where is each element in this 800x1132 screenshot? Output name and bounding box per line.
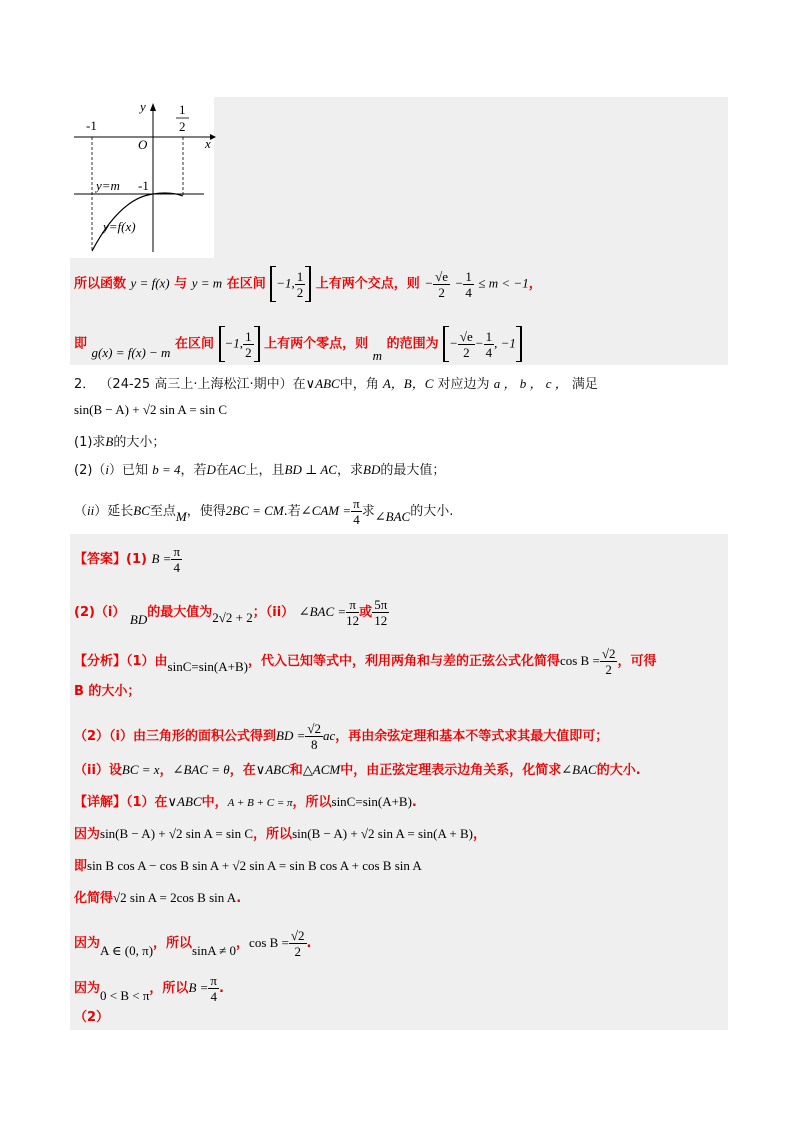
num: √2 — [601, 646, 616, 661]
math: ∨ABC — [305, 376, 340, 391]
text: . — [306, 936, 312, 951]
math-g-func: g(x) = f(x) − m — [91, 344, 171, 360]
text: ， — [236, 936, 250, 951]
math: BC — [133, 503, 150, 518]
text: ，所以 — [149, 981, 189, 996]
analysis-line-1 — [74, 646, 656, 677]
math: M — [175, 509, 187, 524]
math: 2√2 + 2 — [212, 610, 253, 625]
shaded-block-top — [214, 97, 728, 365]
math: ∠BAC — [374, 509, 411, 524]
text: (2)（i） — [74, 605, 126, 620]
detail-line-2 — [74, 824, 486, 845]
math: cos B = — [249, 935, 289, 950]
frac-sqrt-e — [433, 269, 450, 300]
math: ∠BAC = θ — [172, 762, 230, 777]
problem-number: 2． — [74, 377, 96, 392]
frac-sqrt2-2 — [600, 646, 618, 677]
text: 因为 — [74, 827, 101, 842]
math: BD = — [276, 728, 306, 743]
text: 或 — [359, 605, 373, 620]
frac-half — [295, 269, 306, 300]
math: ac — [323, 728, 336, 743]
answer-line-1 — [74, 544, 182, 575]
math: △ACM — [302, 762, 341, 777]
text: ）已知 — [109, 463, 149, 478]
minus: − — [449, 335, 458, 351]
math: B — [105, 434, 114, 449]
text: ，若 — [180, 463, 207, 478]
num: 1 — [485, 328, 493, 344]
interval-left: −1, — [276, 275, 295, 291]
text: (2)（ — [74, 463, 106, 478]
text: ，代入已知等式中，利用两角和与差的正弦公式化简得 — [247, 654, 560, 669]
math: sin(B − A) + √2 sin A = sin(A + B) — [292, 826, 473, 841]
num: 1 — [465, 268, 472, 284]
text: 中，角 — [339, 377, 379, 392]
problem-2-part-3 — [74, 496, 453, 527]
text: ， — [473, 827, 487, 842]
curve-label: y=f(x) — [103, 219, 136, 234]
x-axis-label: x — [205, 136, 211, 151]
text: ，所以 — [253, 827, 293, 842]
den: 2 — [463, 344, 470, 360]
text: . — [411, 795, 417, 810]
den: 12 — [346, 613, 360, 628]
math: ∠BAC — [561, 762, 597, 777]
answer-label: 【答案】(1) — [74, 552, 147, 567]
frac-sqrt2-2 — [289, 928, 307, 959]
math: D — [206, 462, 216, 477]
function-graph — [70, 97, 216, 257]
bracket-right — [305, 266, 311, 302]
detail-line-3 — [74, 856, 422, 877]
text: ，求 — [336, 463, 363, 478]
text: （2）（i）由三角形的面积公式得到 — [74, 729, 277, 744]
math: 0 < B < π — [100, 988, 150, 1003]
den: 4 — [465, 284, 472, 300]
detail-line-1 — [74, 792, 417, 813]
text: 对应边为 — [437, 377, 490, 392]
text: （2） — [74, 1010, 110, 1025]
text: ，使得 — [186, 504, 226, 519]
math: ∠BAC = — [298, 604, 347, 619]
math: AC — [228, 462, 246, 477]
text: ）延长 — [94, 504, 134, 519]
num: √2 — [290, 928, 305, 943]
text: . — [236, 891, 242, 906]
num: 1 — [245, 328, 252, 344]
math-line: y = m — [191, 275, 223, 291]
text: ，所以 — [292, 795, 332, 810]
text: 因为 — [74, 936, 101, 951]
equation: sin(B − A) + √2 sin A = sin C — [74, 402, 228, 417]
x-axis-arrow — [210, 134, 216, 140]
text: 的最大值为 — [147, 605, 213, 620]
text: 在区间 — [174, 336, 214, 352]
num: √e — [435, 268, 449, 284]
text: .若 — [283, 504, 301, 519]
line-label: y=m — [96, 178, 120, 193]
math: i — [105, 462, 110, 477]
frac-pi-4 — [351, 496, 362, 527]
frac-half — [243, 329, 254, 360]
text: 的大小. — [410, 504, 454, 519]
frac-5pi-12 — [372, 597, 389, 628]
text: 与 — [174, 276, 188, 292]
frac-pi-4 — [208, 973, 219, 1004]
num: π — [210, 973, 217, 988]
text: ，所以 — [153, 936, 193, 951]
text: 满足 — [571, 377, 598, 392]
frac-pi-12 — [346, 597, 359, 628]
origin-label: O — [138, 137, 148, 152]
math: A ∈ (0, π) — [100, 943, 154, 958]
text: 求 — [361, 504, 375, 519]
text: 化简得 — [74, 891, 114, 906]
text: 上有两个交点，则 — [315, 276, 420, 292]
detail-line-6 — [74, 973, 224, 1004]
text: 的大小； — [113, 435, 166, 450]
minus: − — [424, 275, 434, 291]
math-func: y = f(x) — [130, 275, 170, 291]
text: 中，由正弦定理表示边角关系，化简求 — [340, 763, 562, 778]
math: BD — [129, 612, 148, 627]
math: BD — [363, 462, 381, 477]
problem-2-part-2 — [74, 460, 445, 481]
den: 2 — [296, 284, 304, 300]
num: π — [346, 597, 359, 613]
text: 即 — [74, 859, 88, 874]
minus: − — [454, 275, 464, 291]
text: ，再由余弦定理和基本不等式求其最大值即可； — [335, 729, 609, 744]
neg-one-label: -1 — [86, 118, 97, 133]
math: √2 sin A = 2cos B sin A — [113, 890, 237, 905]
num: √2 — [307, 721, 322, 736]
math: b = 4 — [152, 462, 181, 477]
interval-left: −1, — [224, 335, 244, 351]
math: B = — [151, 551, 172, 566]
y-axis-label: y — [140, 99, 146, 114]
problem-2-header — [74, 374, 598, 395]
half-numerator: 1 — [179, 102, 186, 117]
frac-sqrt-e — [458, 329, 475, 360]
text: . — [218, 981, 224, 996]
analysis-line-3 — [74, 721, 608, 752]
math: A，B，C — [382, 376, 434, 391]
den: 4 — [353, 512, 360, 527]
text: 中， — [201, 795, 228, 810]
text: （ — [74, 504, 88, 519]
text: 至点 — [149, 504, 176, 519]
detail-line-5 — [74, 928, 311, 959]
math: cos B = — [559, 653, 600, 668]
den: 4 — [173, 560, 180, 575]
num: π — [353, 496, 360, 511]
bracket-right — [254, 326, 260, 362]
range-tail: , −1 — [494, 335, 516, 351]
math: sinC=sin(A+B) — [331, 794, 412, 809]
den: 2 — [245, 344, 252, 360]
math: sinA ≠ 0 — [192, 943, 237, 958]
math: sin B cos A − cos B sin A + √2 sin A = sin B cos A + cos B sin A — [87, 858, 422, 873]
answer-line-2 — [74, 597, 389, 628]
den: 2 — [438, 284, 445, 300]
text: 因为 — [74, 981, 101, 996]
math: sin(B − A) + √2 sin A = sin C — [100, 826, 254, 841]
frac-quarter — [463, 269, 474, 300]
minus: − — [474, 335, 484, 351]
text: 上，且 — [245, 463, 285, 478]
den: 4 — [485, 344, 493, 360]
text: 和 — [289, 763, 303, 778]
text: 在区间 — [226, 276, 266, 292]
den: 2 — [605, 662, 612, 677]
text: ， — [159, 763, 173, 778]
detail-label: 【详解】（1）在 — [74, 795, 168, 810]
problem-2-equation — [74, 400, 227, 421]
den: 8 — [310, 737, 318, 752]
math: BC = x — [121, 762, 160, 777]
num: π — [173, 544, 181, 559]
problem-2-part-1 — [74, 432, 165, 453]
analysis-line-4 — [74, 760, 641, 781]
text: ；（ii） — [252, 605, 295, 620]
detail-line-4 — [74, 888, 241, 909]
text: 在 — [215, 463, 229, 478]
y-axis-arrow — [150, 103, 156, 111]
math: ∠CAM = — [300, 503, 352, 518]
analysis-line-2 — [74, 682, 140, 702]
num: 5π — [374, 597, 388, 612]
math: ∨ABC — [255, 762, 290, 777]
text: 的范围为 — [386, 336, 439, 352]
text: ， — [528, 276, 542, 292]
text: 的最大值； — [380, 463, 446, 478]
detail-line-7 — [74, 1008, 109, 1028]
math: ∨ABC — [167, 794, 202, 809]
inequality: ≤ m < −1 — [478, 275, 529, 291]
math-m: m — [372, 347, 383, 363]
math: B = — [188, 980, 209, 995]
analysis-label: 【分析】（1）由 — [74, 654, 168, 669]
text: B 的大小； — [74, 684, 141, 699]
text: 所以函数 — [74, 276, 127, 292]
num: 1 — [296, 268, 304, 284]
frac-pi-4 — [171, 544, 182, 575]
text: （ii）设 — [74, 763, 122, 778]
source: （24-25 高三上·上海松江·期中）在 — [99, 377, 306, 392]
half-denominator: 2 — [179, 119, 186, 134]
bracket-right — [516, 326, 522, 362]
den: 2 — [294, 944, 301, 959]
text: 即 — [74, 336, 88, 352]
line-value-label: -1 — [138, 178, 149, 193]
frac-sqrt2-8 — [305, 721, 323, 752]
math: BD ⊥ AC — [284, 462, 337, 477]
text: ，可得 — [617, 654, 657, 669]
text: ，在 — [229, 763, 256, 778]
math: A + B + C = π — [227, 797, 293, 809]
graph-svg — [70, 97, 216, 257]
den: 4 — [210, 989, 217, 1004]
conclusion-line-2 — [74, 326, 522, 362]
text: (1)求 — [74, 435, 106, 450]
math: sinC=sin(A+B) — [167, 659, 248, 674]
math: a ， b ， c ， — [493, 376, 568, 391]
frac-quarter — [484, 329, 495, 360]
num: √e — [459, 328, 473, 344]
text: 的大小. — [596, 763, 641, 778]
math-vector: 2BC = CM — [225, 503, 284, 518]
conclusion-line-1 — [74, 266, 542, 302]
text: 上有两个零点，则 — [264, 336, 369, 352]
math: ii — [87, 503, 95, 518]
den: 12 — [374, 613, 388, 628]
